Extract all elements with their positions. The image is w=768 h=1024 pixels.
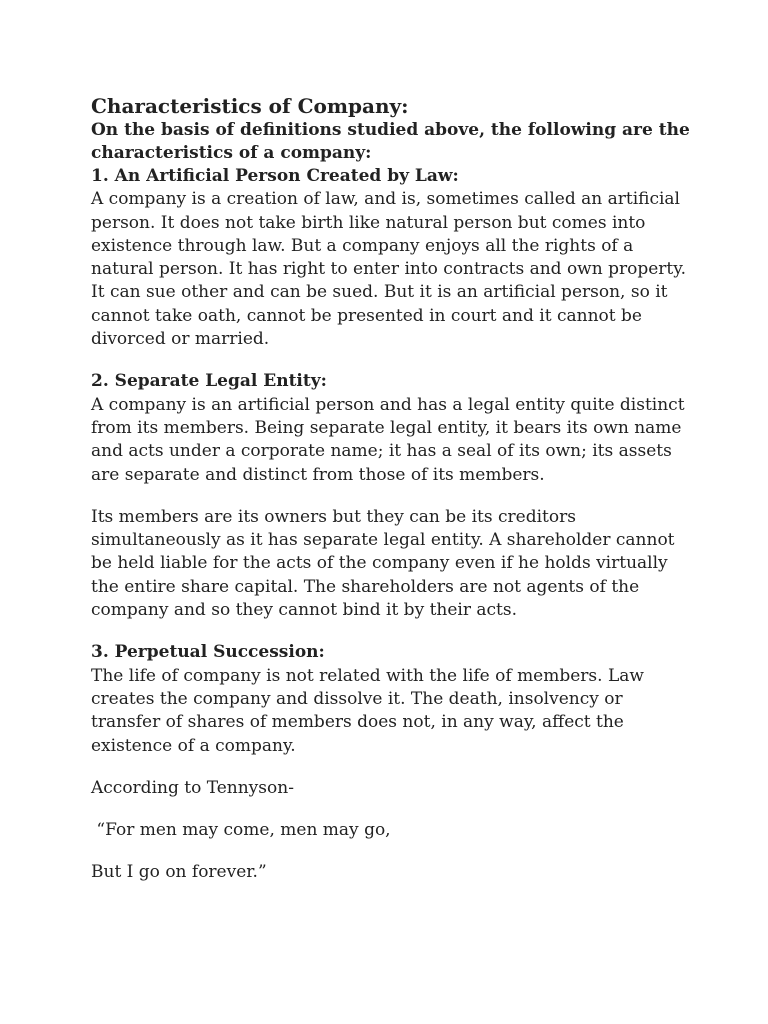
spacer [91, 758, 691, 777]
quote-line-1: “For men may come, men may go, [91, 820, 391, 841]
document-page [91, 93, 691, 885]
spacer [91, 351, 691, 370]
intro-text: On the basis of definitions studied above, the following are the characteristics of a company: [91, 120, 690, 163]
spacer [91, 842, 691, 861]
spacer [91, 800, 691, 819]
quote-line-2: But I go on forever.” [91, 862, 267, 883]
section-2-heading: 2. Separate Legal Entity: [91, 371, 327, 392]
section-2-body-1: A company is an artificial person and has a legal entity quite distinct from its members. Being separate legal entity, it bears its own name and acts under a corporate name; it has a seal of its own; its assets are separate and distinct from those of its members. [91, 394, 685, 485]
quote-intro: According to Tennyson- [91, 777, 294, 798]
section-3-body: The life of company is not related with the life of members. Law creates the company and dissolve it. The death, insolvency or transfer of shares of members does not, in any way, affect the existence of a company. [91, 665, 644, 756]
section-2-body-2: Its members are its owners but they can be its creditors simultaneously as it has separate legal entity. A shareholder cannot be held liable for the acts of the company even if he holds virtually the entire share capital. The shareholders are not agents of the company and so they cannot bind it by their acts. [91, 506, 675, 621]
document-title: Characteristics of Company: [91, 94, 409, 118]
spacer [91, 487, 691, 506]
spacer [91, 622, 691, 641]
section-3-heading: 3. Perpetual Succession: [91, 642, 325, 663]
section-1-body: A company is a creation of law, and is, sometimes called an artificial person. It does not take birth like natural person but comes into existence through law. But a company enjoys all the rights of a natural person. It has right to enter into contracts and own property. It can sue other and can be sued. But it is an artificial person, so it cannot take oath, cannot be presented in court and it cannot be divorced or married. [91, 189, 686, 350]
section-1-heading: 1. An Artificial Person Created by Law: [91, 166, 459, 186]
